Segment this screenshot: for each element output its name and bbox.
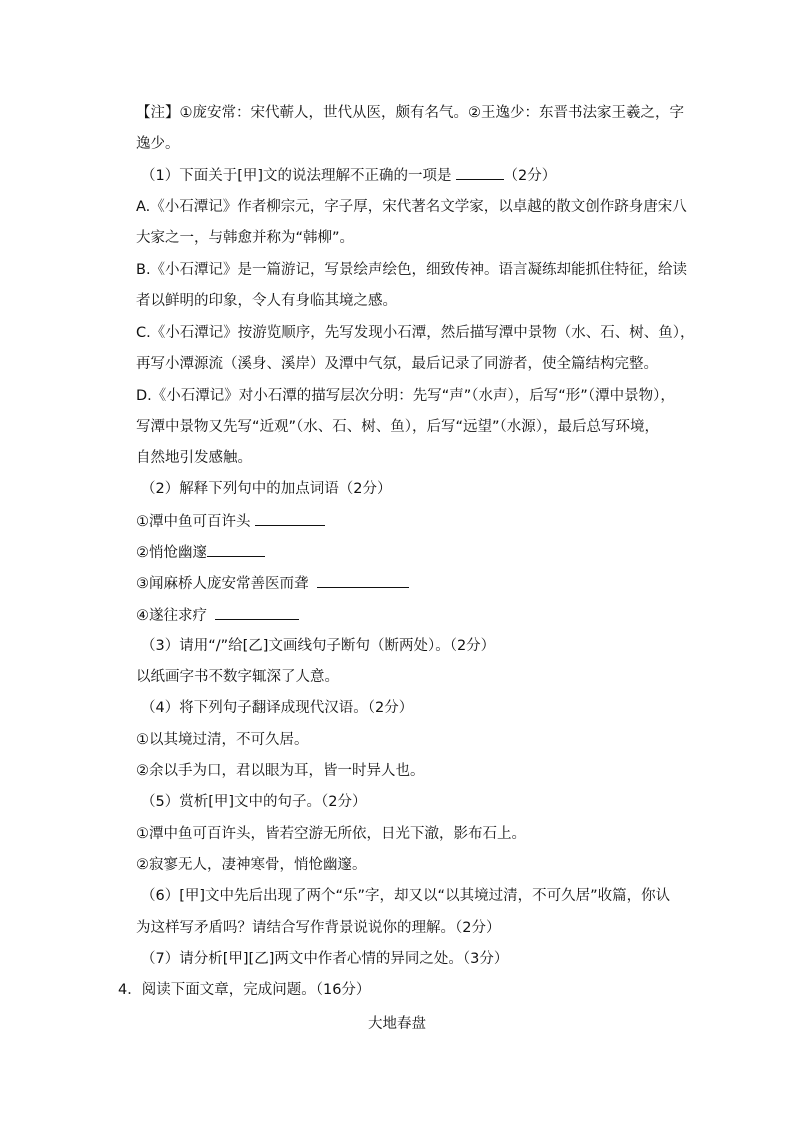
q1-option-c-line-2: 再写小潭源流（溪身、溪岸）及潭中气氛，最后记录了同游者，使全篇结构完整。 bbox=[136, 356, 658, 372]
q4-item-2: ②余以手为口，君以眼为耳，皆一时异人也。 bbox=[136, 763, 425, 779]
q2-item-2-blank[interactable] bbox=[207, 542, 265, 557]
q6-line-2: 为这样写矛盾吗？请结合写作背景说说你的理解。（2分） bbox=[136, 920, 501, 936]
q2-item-3-text: ③闻麻桥人庞安常善医而聋 bbox=[136, 576, 309, 592]
q1-option-a-line-2: 大家之一，与韩愈并称为“韩柳”。 bbox=[136, 230, 355, 246]
q2-item-3-blank[interactable] bbox=[317, 573, 409, 588]
q2-item-2 bbox=[136, 542, 681, 563]
article-title: 大地春盘 bbox=[368, 1016, 426, 1032]
q2-item-2-text: ②悄怆幽邃 bbox=[136, 545, 207, 561]
q2-item-1-text: ①潭中鱼可百许头 bbox=[136, 514, 251, 530]
q4-prompt: （4）将下列句子翻译成现代汉语。（2分） bbox=[141, 700, 414, 716]
q2-prompt: （2）解释下列句中的加点词语（2分） bbox=[141, 481, 392, 497]
q4-item-1: ①以其境过清，不可久居。 bbox=[136, 732, 309, 748]
q2-item-1-blank[interactable] bbox=[255, 511, 325, 526]
q1-prompt-text: （1）下面关于[甲]文的说法理解不正确的一项是 bbox=[141, 168, 452, 184]
q2-item-4-blank[interactable] bbox=[215, 605, 299, 620]
q1-prompt bbox=[141, 165, 686, 186]
q7-prompt: （7）请分析[甲][乙]两文中作者心情的异同之处。（3分） bbox=[141, 951, 509, 967]
q5-item-1: ①潭中鱼可百许头，皆若空游无所依，日光下澈，影布石上。 bbox=[136, 826, 526, 842]
q1-option-d-line-2: 写潭中景物又先写“近观”（水、石、树、鱼），后写“远望”（水源），最后总写环境， bbox=[136, 419, 660, 435]
q5-prompt: （5）赏析[甲]文中的句子。（2分） bbox=[141, 794, 367, 810]
q1-option-a-line-1: A.《小石潭记》作者柳宗元，字子厚，宋代著名文学家，以卓越的散文创作跻身唐宋八 bbox=[136, 199, 687, 215]
q1-option-b-line-2: 者以鲜明的印象，令人有身临其境之感。 bbox=[136, 293, 397, 309]
q2-item-3 bbox=[136, 573, 681, 594]
q1-option-c-line-1: C.《小石潭记》按游览顺序，先写发现小石潭，然后描写潭中景物（水、石、树、鱼）， bbox=[136, 325, 695, 341]
q3-sentence: 以纸画字书不数字辄深了人意。 bbox=[136, 669, 339, 685]
q1-option-b-line-1: B.《小石潭记》是一篇游记，写景绘声绘色，细致传神。语言凝练却能抓住特征，给读 bbox=[136, 262, 688, 278]
note-line-1: 【注】①庞安常：宋代蕲人，世代从医，颇有名气。②王逸少：东晋书法家王羲之，字 bbox=[136, 105, 684, 121]
q3-prompt: （3）请用“/”给[乙]文画线句子断句（断两处）。（2分） bbox=[141, 638, 496, 654]
note-line-2: 逸少。 bbox=[136, 136, 180, 152]
q2-item-1 bbox=[136, 511, 681, 532]
q1-option-d-line-3: 自然地引发感触。 bbox=[136, 450, 252, 466]
q1-option-d-line-1: D.《小石潭记》对小石潭的描写层次分明：先写“声”（水声），后写“形”（潭中景物）， bbox=[136, 388, 675, 404]
q2-item-4-text: ④遂往求疗 bbox=[136, 608, 207, 624]
q6-line-1: （6）[甲]文中先后出现了两个“乐”字，却又以“以其境过清，不可久居”收篇，你认 bbox=[141, 888, 671, 904]
q1-score: （2分） bbox=[503, 168, 557, 184]
q5-item-2: ②寂寥无人，凄神寒骨，悄怆幽邃。 bbox=[136, 857, 367, 873]
q2-item-4 bbox=[136, 605, 681, 626]
section-4-heading: 4．阅读下面文章，完成问题。（16分） bbox=[118, 982, 371, 998]
q1-answer-blank[interactable] bbox=[456, 165, 504, 180]
